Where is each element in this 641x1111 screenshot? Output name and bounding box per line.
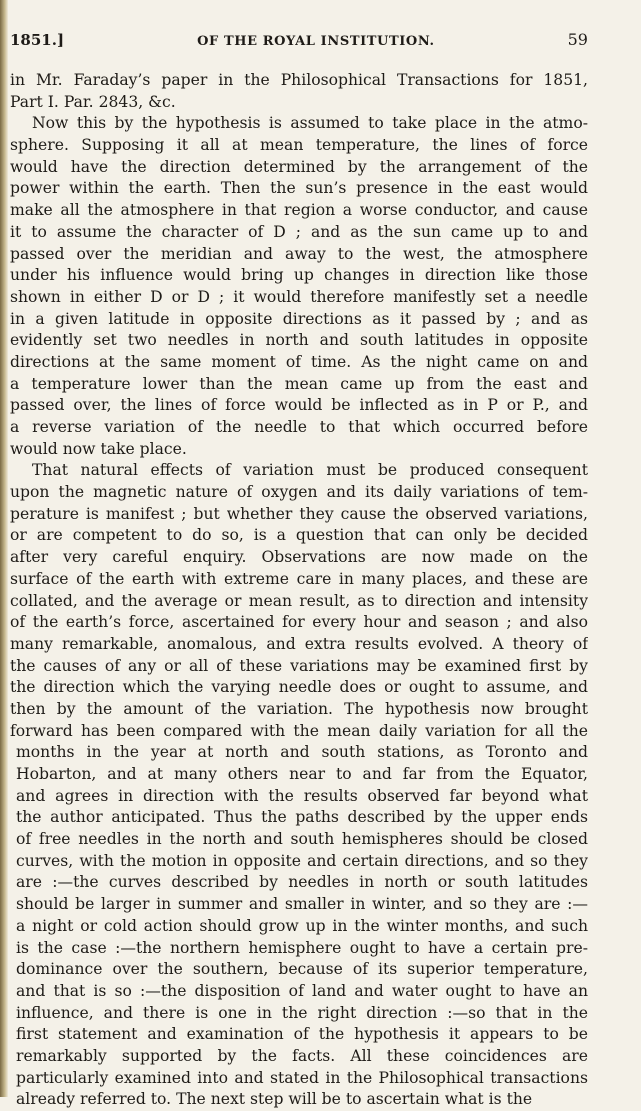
text-line: dominance over the southern, because of its superior temperature, (16, 960, 588, 979)
text-line: are :—the curves described by needles in north or south latitudes (16, 873, 588, 892)
text-line: of the earth’s force, ascertained for every hour and season ; and also (10, 613, 588, 632)
text-line: in Mr. Faraday’s paper in the Philosophical Transactions for 1851, (10, 71, 588, 89)
body-text (10, 70, 588, 1111)
text-line: sphere. Supposing it all at mean temperature, the lines of force (10, 136, 588, 155)
text-line: Part I. Par. 2843, &c. (10, 92, 176, 111)
text-line: it to assume the character of D ; and as the sun came up to and (10, 222, 588, 241)
text-line: curves, with the motion in opposite and certain directions, and so they (16, 851, 588, 870)
text-line: a reverse variation of the needle to that which occurred before (10, 418, 588, 436)
text-line: a night or cold action should grow up in the winter months, and such (16, 916, 588, 935)
text-line: Hobarton, and at many others near to and far from the Equator, (16, 765, 588, 783)
text-line: would now take place. (10, 439, 187, 458)
text-line: is the case :—the northern hemisphere ought to have a certain pre- (16, 938, 588, 957)
text-line: forward has been compared with the mean daily variation for all the (10, 721, 588, 740)
text-line: remarkably supported by the facts. All these coincidences are (16, 1046, 588, 1065)
text-line: passed over, the lines of force would be inflected as in P or P., and (10, 396, 588, 415)
text-line: make all the atmosphere in that region a worse conductor, and cause (10, 201, 588, 220)
text-line: shown in either D or D ; it would therefore manifestly set a needle (10, 287, 588, 306)
text-line: directions at the same moment of time. As the night came on and (10, 352, 588, 371)
page-number: 59 (567, 30, 588, 49)
text-line: of free needles in the north and south hemispheres should be closed (16, 830, 588, 849)
text-line: the author anticipated. Thus the paths described by the upper ends (16, 808, 588, 827)
page-binding-shadow (0, 0, 8, 1097)
text-line: and agrees in direction with the results observed far beyond what (16, 786, 588, 805)
text-line: evidently set two needles in north and south latitudes in opposite (10, 331, 588, 350)
book-page (10, 30, 588, 1111)
text-line: a temperature lower than the mean came up from the east and (10, 374, 588, 393)
running-title: OF THE ROYAL INSTITUTION. (197, 34, 435, 49)
text-line: many remarkable, anomalous, and extra results evolved. A theory of (10, 634, 588, 653)
text-line: first statement and examination of the hypothesis it appears to be (16, 1025, 588, 1044)
text-line: in a given latitude in opposite directions as it passed by ; and as (10, 309, 588, 328)
text-line: and that is so :—the disposition of land and water ought to have an (16, 981, 588, 1000)
text-line: after very careful enquiry. Observations are now made on the (10, 548, 588, 567)
text-line: particularly examined into and stated in the Philosophical transactions (16, 1068, 588, 1087)
running-header (10, 30, 588, 54)
text-line: the direction which the varying needle does or ought to assume, and (10, 678, 588, 697)
text-line: should be larger in summer and smaller in winter, and so they are :— (16, 895, 588, 914)
text-line: power within the earth. Then the sun’s presence in the east would (10, 179, 588, 198)
text-line: passed over the meridian and away to the west, the atmosphere (10, 244, 588, 263)
text-line: then by the amount of the variation. The hypothesis now brought (10, 699, 588, 718)
text-line: influence, and there is one in the right direction :—so that in the (16, 1003, 588, 1022)
text-line: perature is manifest ; but whether they cause the observed variations, (10, 504, 588, 523)
text-line: surface of the earth with extreme care in many places, and these are (10, 569, 588, 588)
text-line: upon the magnetic nature of oxygen and its daily variations of tem- (10, 483, 588, 502)
text-line: months in the year at north and south stations, as Toronto and (16, 743, 588, 762)
text-line: or are competent to do so, is a question that can only be decided (10, 526, 588, 545)
text-line: the causes of any or all of these variations may be examined first by (10, 656, 588, 675)
text-line: under his influence would bring up changes in direction like those (10, 266, 588, 285)
running-year: 1851.] (10, 31, 65, 49)
text-line: would have the direction determined by the arrangement of the (10, 157, 588, 176)
text-line: already referred to. The next step will be to ascertain what is the (16, 1090, 533, 1109)
text-line: That natural effects of variation must be produced consequent (32, 461, 588, 480)
text-line: Now this by the hypothesis is assumed to take place in the atmo- (32, 114, 588, 133)
text-line: collated, and the average or mean result, as to direction and intensity (10, 591, 588, 610)
